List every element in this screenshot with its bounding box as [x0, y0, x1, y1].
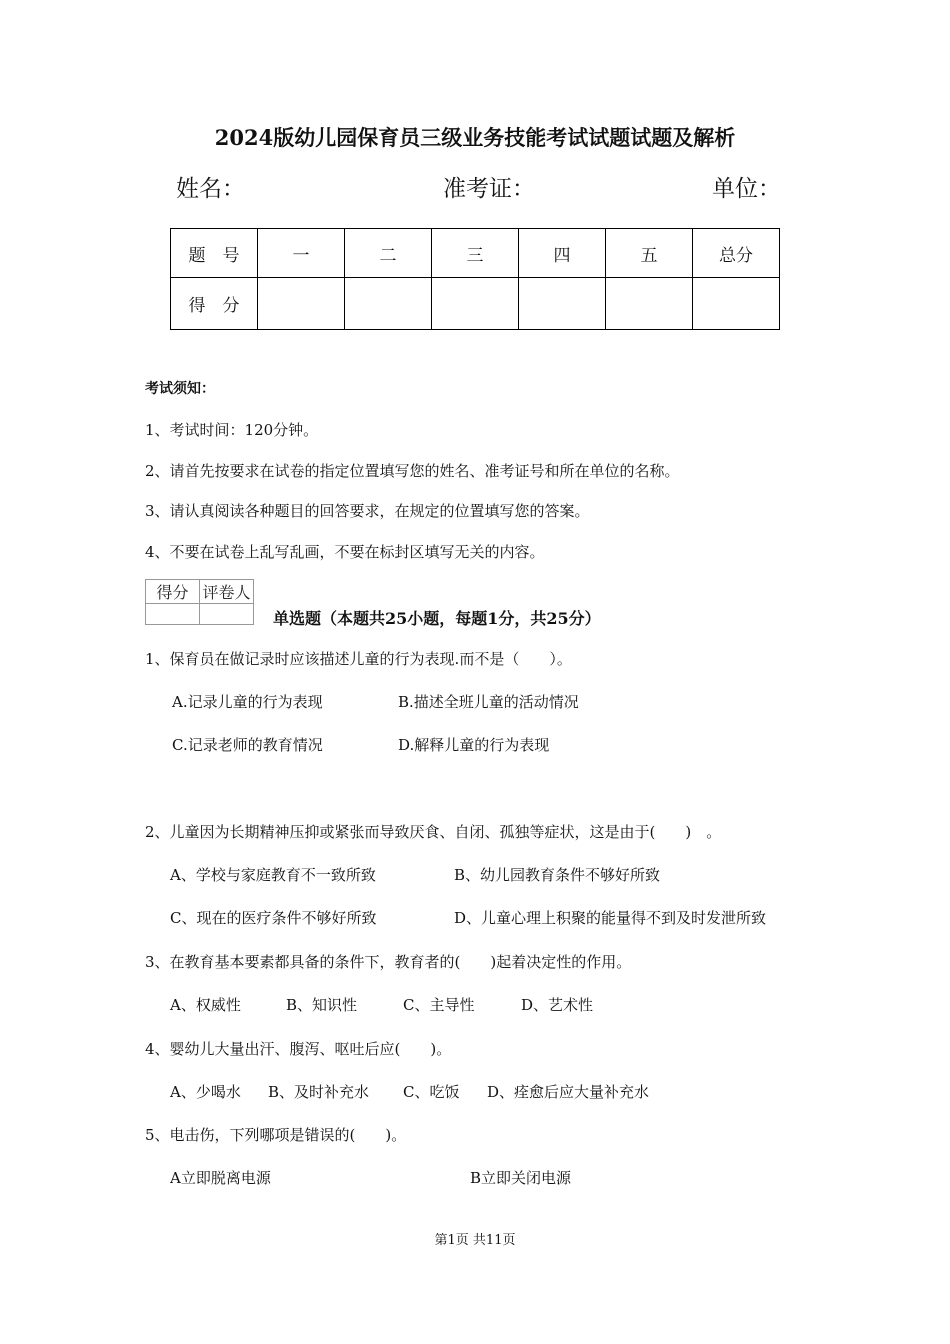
grader-score-label: 得分 — [146, 580, 200, 604]
score-cell[interactable] — [519, 278, 606, 330]
option-d: D.解释儿童的行为表现 — [398, 736, 550, 754]
notice-heading: 考试须知： — [145, 381, 215, 397]
option-a: A、少喝水 — [170, 1083, 241, 1101]
option-a: A、权威性 — [170, 996, 241, 1014]
score-header-cell: 一 — [258, 229, 345, 278]
score-cell[interactable] — [606, 278, 693, 330]
notice-item: 4、不要在试卷上乱写乱画，不要在标封区填写无关的内容。 — [145, 543, 545, 561]
question-text: 5、电击伤，下列哪项是错误的( )。 — [145, 1126, 407, 1144]
question-text: 3、在教育基本要素都具备的条件下，教育者的( )起着决定性的作用。 — [145, 953, 632, 971]
section-title: 单选题（本题共25小题，每题1分，共25分） — [273, 609, 601, 628]
option-b: B、知识性 — [286, 996, 358, 1014]
score-table-score-row — [171, 278, 780, 330]
option-a: A立即脱离电源 — [170, 1169, 271, 1187]
grader-reviewer-label: 评卷人 — [200, 580, 254, 604]
grader-score-cell[interactable] — [146, 604, 200, 625]
score-cell[interactable] — [345, 278, 432, 330]
score-cell[interactable] — [432, 278, 519, 330]
score-header-cell: 题 号 — [171, 229, 258, 278]
notice-item: 1、考试时间：120分钟。 — [145, 421, 319, 439]
document-title: 2024版幼儿园保育员三级业务技能考试试题试题及解析 — [214, 125, 736, 150]
option-b: B、及时补充水 — [268, 1083, 370, 1101]
option-c: C、现在的医疗条件不够好所致 — [170, 909, 377, 927]
notice-item: 2、请首先按要求在试卷的指定位置填写您的姓名、准考证号和所在单位的名称。 — [145, 462, 680, 480]
question-text: 2、儿童因为长期精神压抑或紧张而导致厌食、自闭、孤独等症状，这是由于( ) 。 — [145, 823, 722, 841]
score-cell[interactable] — [258, 278, 345, 330]
score-header-cell: 四 — [519, 229, 606, 278]
question-text: 4、婴幼儿大量出汗、腹泻、呕吐后应( )。 — [145, 1040, 452, 1058]
option-b: B.描述全班儿童的活动情况 — [398, 693, 579, 711]
unit-field-label: 单位： — [712, 176, 781, 202]
score-row-label: 得 分 — [171, 278, 258, 330]
score-header-cell: 三 — [432, 229, 519, 278]
grader-reviewer-cell[interactable] — [200, 604, 254, 625]
option-c: C.记录老师的教育情况 — [172, 736, 323, 754]
option-c: C、吃饭 — [403, 1083, 460, 1101]
score-cell[interactable] — [693, 278, 780, 330]
option-c: C、主导性 — [403, 996, 475, 1014]
exam-id-field-label: 准考证： — [443, 176, 535, 202]
question-text: 1、保育员在做记录时应该描述儿童的行为表现.而不是（ ）。 — [145, 650, 572, 668]
score-table-header-row — [171, 229, 780, 278]
grader-box — [145, 579, 254, 625]
option-b: B立即关闭电源 — [470, 1169, 572, 1187]
page-footer: 第1页 共11页 — [434, 1233, 516, 1248]
score-header-cell: 总分 — [693, 229, 780, 278]
option-d: D、痊愈后应大量补充水 — [487, 1083, 650, 1101]
name-field-label: 姓名： — [176, 176, 245, 202]
notice-item: 3、请认真阅读各种题目的回答要求，在规定的位置填写您的答案。 — [145, 502, 590, 520]
option-d: D、儿童心理上积聚的能量得不到及时发泄所致 — [454, 909, 767, 927]
option-b: B、幼儿园教育条件不够好所致 — [454, 866, 661, 884]
score-table — [170, 228, 780, 330]
option-a: A.记录儿童的行为表现 — [172, 693, 323, 711]
option-d: D、艺术性 — [521, 996, 594, 1014]
option-a: A、学校与家庭教育不一致所致 — [170, 866, 376, 884]
score-header-cell: 二 — [345, 229, 432, 278]
score-header-cell: 五 — [606, 229, 693, 278]
